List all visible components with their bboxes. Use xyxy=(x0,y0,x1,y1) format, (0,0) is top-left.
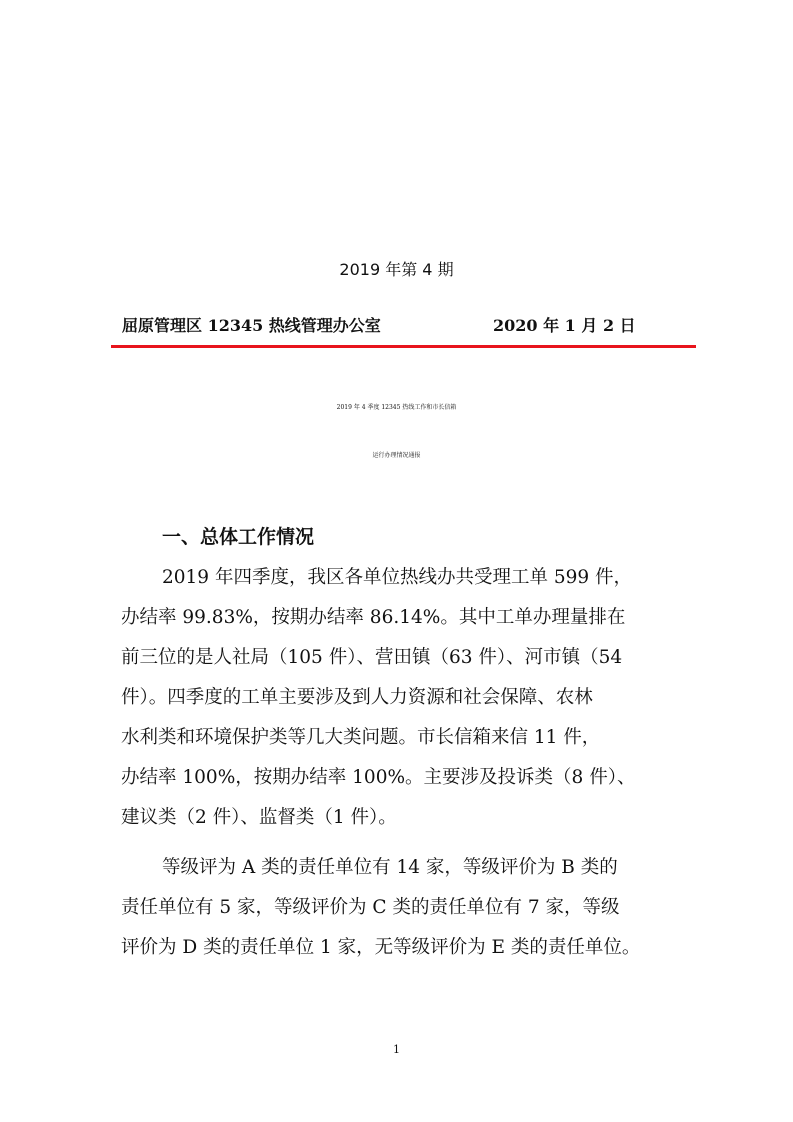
paragraph-1-line: 前三位的是人社局（105 件）、营田镇（63 件）、河市镇（54 xyxy=(121,647,623,668)
page-number: 1 xyxy=(393,1043,400,1056)
newsletter-masthead xyxy=(0,138,793,224)
paragraph-1-line: 办结率 99.83%，按期办结率 86.14%。其中工单办理量排在 xyxy=(121,607,626,628)
section-heading: 一、总体工作情况 xyxy=(162,526,315,548)
paragraph-1-line: 水利类和环境保护类等几大类问题。市长信箱来信 11 件， xyxy=(121,727,601,748)
paragraph-2-line: 责任单位有 5 家，等级评价为 C 类的责任单位有 7 家，等级 xyxy=(121,897,620,918)
document-title-line-1: 2019 年 4 季度 12345 热线工作和市长信箱 xyxy=(336,404,457,411)
paragraph-2-line: 等级评为 A 类的责任单位有 14 家，等级评价为 B 类的 xyxy=(162,857,618,878)
issue-number: 2019 年第 4 期 xyxy=(339,260,454,279)
paragraph-1-line: 办结率 100%，按期办结率 100%。主要涉及投诉类（8 件）、 xyxy=(121,767,636,788)
paragraph-2-line: 评价为 D 类的责任单位 1 家，无等级评价为 E 类的责任单位。 xyxy=(121,937,641,958)
issue-date: 2020 年 1 月 2 日 xyxy=(493,316,636,335)
paragraph-1-line: 2019 年四季度，我区各单位热线办共受理工单 599 件， xyxy=(162,567,633,588)
issuing-office: 屈原管理区 12345 热线管理办公室 xyxy=(122,316,381,335)
red-divider xyxy=(111,345,696,348)
document-title-line-2: 运行办理情况通报 xyxy=(372,452,421,459)
paragraph-1-line: 件）。四季度的工单主要涉及到人力资源和社会保障、农林 xyxy=(121,687,593,708)
paragraph-1-line: 建议类（2 件）、监督类（1 件）。 xyxy=(121,807,397,828)
publication-meta xyxy=(122,313,682,339)
